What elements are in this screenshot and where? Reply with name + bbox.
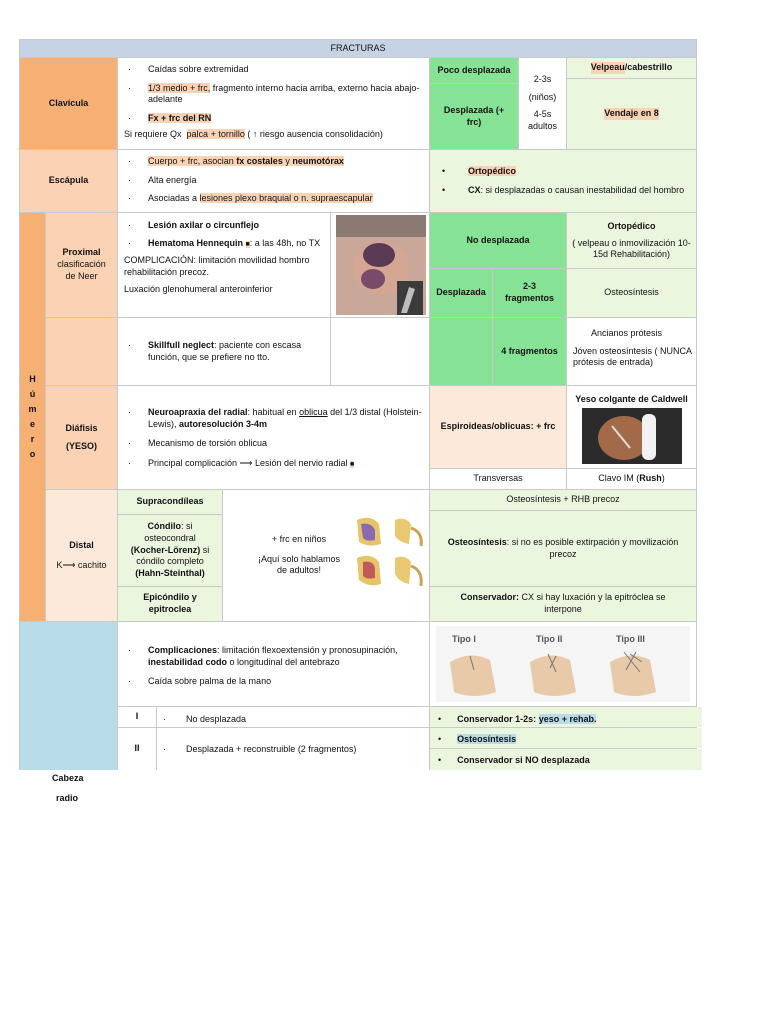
diafisis-espiroideas: Espiroideas/oblicuas: + frc xyxy=(430,386,566,468)
list-item: · Principal complicación ⟶ Lesión del nervio radial ■ xyxy=(128,458,355,469)
clavicula-tiempos: 2-3s (niños) 4-5s adultos xyxy=(519,58,566,149)
list-item: · Neuroapraxia del radial: habitual en oblicua del 1/3 distal (Holstein-Lewis), autoresolución 3-4m xyxy=(128,407,422,429)
empty-green-cell xyxy=(430,318,492,385)
distal-conservador: Conservador: CX si hay luxación y la epitróclea se interpone xyxy=(430,587,696,621)
diafisis-label: Diáfisis (YESO) xyxy=(46,386,117,489)
tipo-2-label: Tipo II xyxy=(536,634,563,644)
list-item: · Cuerpo + frc, asocian fx costales y neumotórax xyxy=(128,156,344,166)
tipo-3-label: Tipo III xyxy=(616,634,645,644)
distal-label: Distal K⟶ cachito xyxy=(46,490,117,621)
distal-epicondilo: Epicóndilo y epitroclea xyxy=(118,587,222,621)
radio-details xyxy=(118,622,429,706)
clavicula-poco-desplazada: Poco desplazada xyxy=(430,58,518,83)
proximal-4-fragmentos: 4 fragmentos xyxy=(493,318,566,385)
proximal-osteosintesis: Osteosíntesis xyxy=(567,269,696,317)
distal-notes: + frc en niños ¡Aquí solo hablamos de adultos! xyxy=(223,490,429,621)
list-item: • Ortopédico xyxy=(442,166,517,176)
list-item: · Lesión axilar o circunflejo xyxy=(128,220,260,230)
radio-row-1-desc: · No desplazada xyxy=(157,707,429,727)
diafisis-yeso: Yeso colgante de Caldwell xyxy=(567,386,696,468)
clavicula-vendaje: Vendaje en 8 xyxy=(567,79,696,149)
escapula-tratamiento xyxy=(430,150,696,212)
proximal-details xyxy=(118,213,330,317)
luxacion-note: Luxación glenohumeral anteroinferior xyxy=(124,283,273,294)
list-item: · Caída sobre palma de la mano xyxy=(128,676,272,687)
list-item: · Hematoma Hennequin ■: a las 48h, no TX xyxy=(128,237,321,248)
distal-supracondileas: Supracondíleas xyxy=(118,490,222,514)
hematoma-photo-image xyxy=(331,213,429,317)
empty-cell xyxy=(331,318,429,385)
radio-extra-trat: • Conservador si NO desplazada xyxy=(430,749,702,770)
escapula-label: Escápula xyxy=(20,150,117,212)
list-item: · Complicaciones: limitación flexoextensión y pronosupinación, inestabilidad codo o longitudinal del antebrazo xyxy=(128,645,398,667)
clavicula-velpeau: Velpeau /cabestrillo xyxy=(567,58,696,78)
list-item: · Skillfull neglect: paciente con escasa función, que se prefiere no tto. xyxy=(128,340,302,362)
complicacion-note: COMPLICACIÓN: limitación movilidad hombro rehabilitación precoz. xyxy=(124,255,310,278)
clavicula-label: Clavícula xyxy=(20,58,117,149)
distal-osteosintesis: Osteosíntesis: si no es posible extirpación y movilización precoz xyxy=(430,511,696,586)
distal-osteo-rhb: Osteosíntesis + RHB precoz xyxy=(430,490,696,510)
radio-row-1-trat: • Conservador 1-2s: yeso + rehab. xyxy=(430,707,702,727)
radio-row-2-desc: · Desplazada + reconstruible (2 fragmentos) xyxy=(157,728,429,770)
codo-diagram xyxy=(351,514,429,596)
proximal-no-desplazada: No desplazada xyxy=(430,213,566,268)
diafisis-clavo: Clavo IM ( Rush ) xyxy=(567,469,696,489)
humero-side-label: H ú m e r o xyxy=(20,213,45,621)
diafisis-details xyxy=(118,386,429,489)
proximal-2-3-fragmentos: 2-3 fragmentos xyxy=(493,269,566,317)
radio-label-cell xyxy=(20,622,117,770)
proximal-protesis: Ancianos prótesis Jóven osteosíntesis ( NUNCA prótesis de entrada) xyxy=(567,318,696,385)
radio-label: Cabeza radio xyxy=(52,773,84,803)
list-item: · 1/3 medio + frc, fragmento interno hacia arriba, externo hacia abajo-adelante xyxy=(128,82,420,105)
list-item: • CX: si desplazadas o causan inestabilidad del hombro xyxy=(442,184,685,195)
radio-tipos xyxy=(430,622,696,706)
proximal-ortopedico: Ortopédico ( velpeau o inmovilización 10-15d Rehabilitación) xyxy=(567,213,696,268)
proximal-desplazada: Desplazada xyxy=(430,269,492,317)
clavicula-desplazada: Desplazada (+ frc) xyxy=(430,84,518,149)
radio-row-2-num: II xyxy=(118,728,156,770)
list-item: · Caídas sobre extremidad xyxy=(128,64,249,74)
escapula-details xyxy=(118,150,429,212)
clavicula-details xyxy=(118,58,429,149)
radio-row-2-trat: • Osteosíntesis xyxy=(430,728,702,748)
table-title: FRACTURAS xyxy=(20,40,696,57)
list-item: · Fx + frc del RN xyxy=(128,113,212,124)
list-item: · Alta energía xyxy=(128,174,197,185)
proximal-label: Proximal clasificación de Neer xyxy=(46,213,117,317)
yeso-colgante-photo xyxy=(582,408,682,464)
tipo-1-label: Tipo I xyxy=(452,634,476,644)
qx-note: Si requiere Qx palca + tornillo ( ↑ riesgo ausencia consolidación) xyxy=(124,128,383,139)
list-item: · Asociadas a lesiones plexo braquial o n. supraescapular xyxy=(128,193,373,204)
hematoma-photo xyxy=(331,213,429,317)
diafisis-transversas: Transversas xyxy=(430,469,566,489)
proximal-extra-label xyxy=(46,318,117,385)
radio-row-1-num: I xyxy=(118,707,156,727)
skillfull-neglect xyxy=(118,318,330,385)
list-item: · Mecanismo de torsión oblicua xyxy=(128,438,268,449)
distal-condilo: Cóndilo: si osteocondral (Kocher-Lörenz) si cóndilo completo (Hahn-Steinthal) xyxy=(118,515,222,586)
